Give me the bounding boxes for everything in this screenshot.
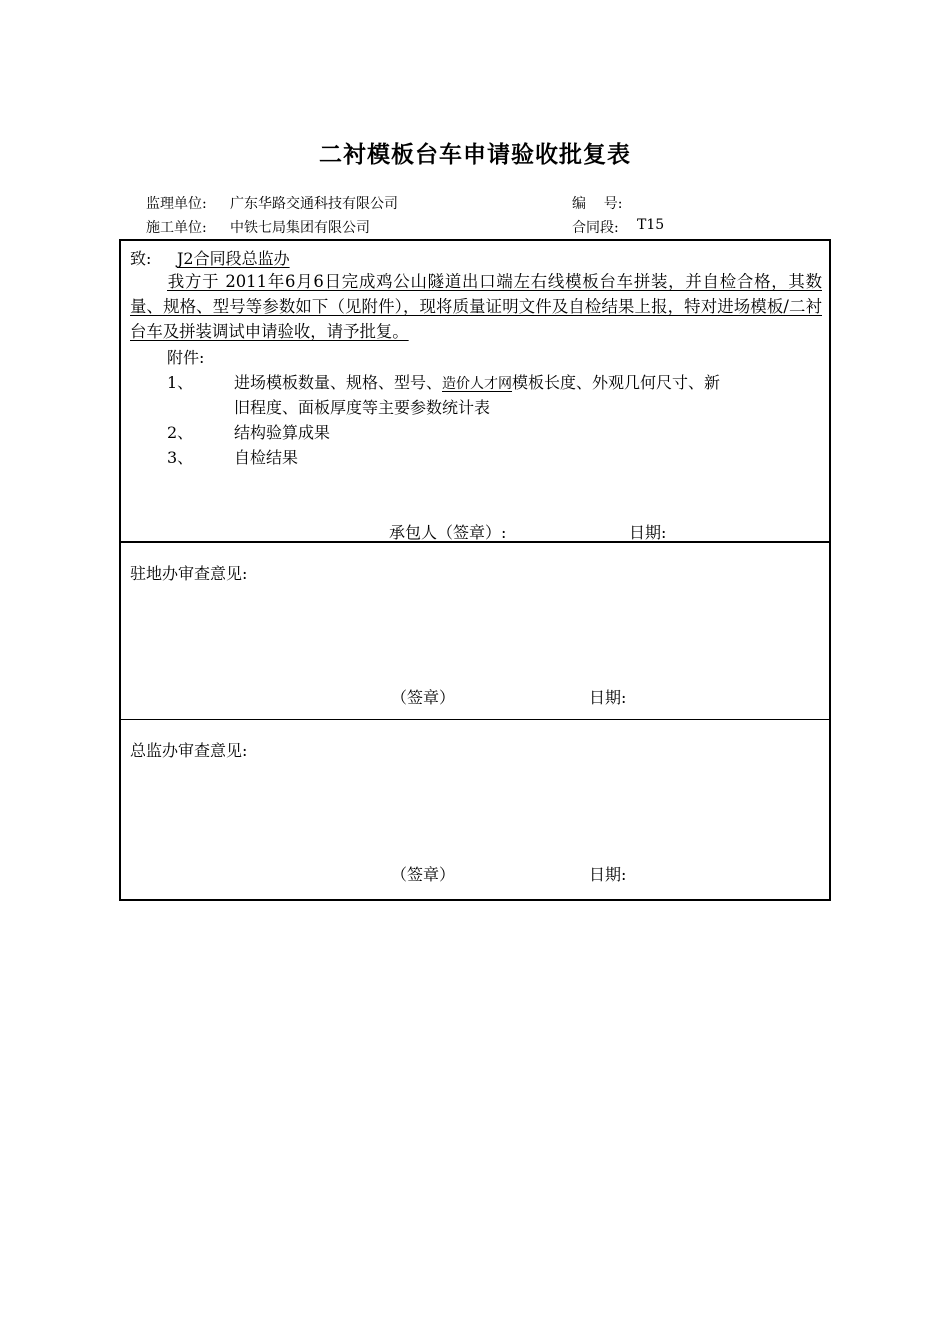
contractor-label: 施工单位: <box>146 220 207 236</box>
supervisor-label: 监理单位: <box>146 196 207 212</box>
section-value: T15 <box>637 217 665 233</box>
application-section <box>121 241 829 543</box>
attachments-label: 附件: <box>167 348 205 367</box>
to-value: J2合同段总监办 <box>177 249 290 268</box>
signer-label: 承包人（签章）: <box>389 523 507 542</box>
approval-form <box>119 239 831 901</box>
attachment-num: 1、 <box>167 373 194 392</box>
attachment-num: 3、 <box>167 448 194 467</box>
to-label: 致: <box>130 249 152 268</box>
seal-label: （签章） <box>391 865 456 884</box>
section-label: 合同段: <box>572 220 619 236</box>
attachment-text: 结构验算成果 <box>234 423 331 442</box>
date-label: 日期: <box>589 865 627 884</box>
attachment-text: 进场模板数量、规格、型号、造价人才网模板长度、外观几何尺寸、新 <box>234 373 721 392</box>
attachment-text-cont: 旧程度、面板厚度等主要参数统计表 <box>234 398 491 417</box>
chief-review-section <box>121 720 829 899</box>
chief-review-label: 总监办审查意见: <box>130 741 248 760</box>
seal-label: （签章） <box>391 688 456 707</box>
attachment-num: 2、 <box>167 423 194 442</box>
page-title: 二衬模板台车申请验收批复表 <box>319 142 631 168</box>
application-body <box>130 269 822 344</box>
supervisor-value: 广东华路交通科技有限公司 <box>230 196 398 212</box>
resident-review-section <box>121 543 829 720</box>
date-label: 日期: <box>589 688 627 707</box>
number-label: 编 号: <box>572 196 623 212</box>
resident-review-label: 驻地办审查意见: <box>130 564 248 583</box>
watermark-text: 造价人才网 <box>442 376 513 392</box>
date-label: 日期: <box>629 523 667 542</box>
attachment-text: 自检结果 <box>234 448 299 467</box>
contractor-value: 中铁七局集团有限公司 <box>230 220 370 236</box>
application-body-text: 我方于 2011年6月6日完成鸡公山隧道出口端左右线模板台车拼装，并自检合格，其数量、规格、型号等参数如下（见附件），现将质量证明文件及自检结果上报，特对进场模板/二衬台车及拼装调试申请验收，请予批复。 <box>130 272 822 341</box>
